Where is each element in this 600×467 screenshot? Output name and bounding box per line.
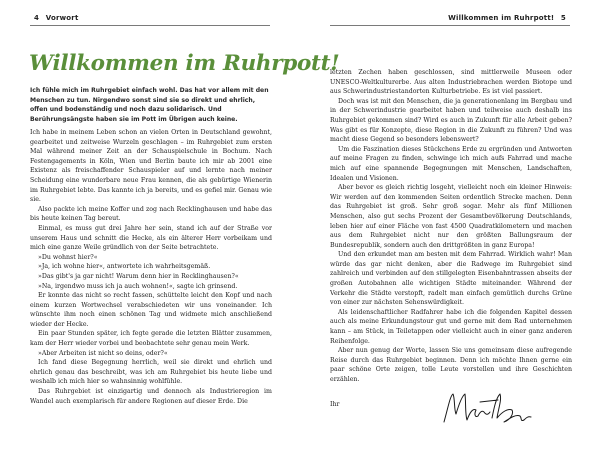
running-head-right	[448, 14, 570, 22]
signature-block	[330, 392, 570, 432]
chapter-title: Willkommen im Ruhrpott!	[29, 51, 340, 76]
page-number-left: 4	[34, 14, 40, 22]
paragraph: »Ja, ich wohne hier«, antwortete ich wahrheitsgemäß.	[38, 263, 211, 271]
paragraph: Als leidenschaftlicher Radfahrer habe ich die folgenden Kapitel dessen auch als meine Erkundungstour gut und gerne mit dem Rad unternehmen kann – am Stück, in Teiletappen oder vielleicht auch in einer ganz anderen Reihenfolge.	[330, 308, 572, 345]
paragraph: Er konnte das nicht so recht fassen, schüttelte leicht den Kopf und nach einem kurzen Wortwechsel verabschiedeten wir uns voneinander. Ich wünschte ihm noch einen schönen Tag und widmete mich anschließend wieder der Hecke.	[30, 292, 272, 328]
paragraph: Doch was ist mit den Menschen, die ja generationenlang im Bergbau und in der Schwerindustrie gearbeitet haben und teilweise auch deshalb ins Ruhrgebiet gekommen sind? Wird es auch in Zukunft für alle Arbeit geben? Was gibt es für Konzepte, diese Region in die Zukunft zu führen? Und was macht diese Gegend so besonders lebenswert?	[330, 97, 572, 144]
right-body-text	[330, 68, 572, 385]
paragraph: Um die Faszination dieses Stückchens Erde zu ergründen und Antworten auf meine Fragen zu finden, schwinge ich mich aufs Fahrrad und mache mich auf eine spannende Begegnungen mit Menschen, Landschaften, Idealen und Visionen.	[330, 145, 572, 182]
paragraph: Aber nun genug der Worte, lassen Sie uns gemeinsam diese aufregende Reise durch das Ruhrgebiet beginnen. Denn ich möchte Ihnen gerne ein paar schöne Orte zeigen, tolle Leute vorstellen und ihre Geschichten erzählen.	[330, 347, 572, 383]
paragraph: »Aber Arbeiten ist nicht so deins, oder?«	[38, 349, 168, 357]
paragraph: »Na, irgendwo muss ich ja auch wohnen!«, sagte ich grinsend.	[38, 282, 238, 290]
paragraph: »Das gibt's ja gar nicht! Warum denn hier in Recklinghausen?«	[38, 272, 239, 280]
running-head-right-text: Willkommen im Ruhrpott!	[448, 14, 555, 22]
right-page	[300, 0, 600, 467]
paragraph: Das Ruhrgebiet ist einzigartig und dennoch als Industrieregion im Wandel auch exemplarisch für andere Regionen auf dieser Erde. Die	[30, 388, 272, 405]
paragraph: Ich fand diese Begegnung herrlich, weil sie direkt und ehrlich und ehrlich genau das beschreibt, was ich am Ruhrgebiet bis heute liebe und weshalb ich mich hier so wahnsinnig wohlfühle.	[30, 359, 272, 386]
paragraph: Aber bevor es gleich richtig losgeht, vielleicht noch ein kleiner Hinweis: Wir werden auf den kommenden Seiten ordentlich Strecke machen. Denn das Ruhrgebiet ist groß. Sehr groß sogar. Mehr als fünf Millionen Menschen, also gut sechs Prozent der Gesamtbevölkerung Deutschlands, leben hier auf einer Fläche von fast 4500 Quadratkilometern und machen aus dem Ruhrgebiet nicht nur den größten Ballungsraum der Bundesrepublik, sondern auch den drittgrößten in ganz Europa!	[330, 184, 572, 249]
header-rule-left	[30, 25, 270, 26]
paragraph: letzten Zechen haben geschlossen, sind mittlerweile Museen oder UNESCO-Weltkulturerbe. Aus alten Industriebrachen werden Biotope und aus Schwerindustriestandorten Kulturbetriebe. Es ist viel passiert.	[330, 69, 572, 96]
paragraph: Ich habe in meinem Leben schon an vielen Orten in Deutschland gewohnt, gearbeitet und zeitweise Wurzeln geschlagen – im Ruhrgebiet zum ersten Mal während meiner Zeit an der Schauspielschule in Bochum. Nach Festengagements in Köln, Wien und Berlin baute ich mir ab 2001 eine Existenz als freischaffender Schauspieler auf und lernte nach meiner Scheidung eine wunderbare neue Frau kennen, die als gebürtige Wienerin im Ruhrgebiet lebte. Das kannte ich ja bereits, und es gefiel mir. Genau wie sie.	[30, 129, 272, 204]
running-head-left	[30, 14, 79, 22]
page-number-right: 5	[560, 14, 566, 22]
closing-word: Ihr	[330, 401, 340, 408]
paragraph: Also packte ich meine Koffer und zog nach Recklinghausen und habe das bis heute keinen Tag bereut.	[30, 205, 272, 223]
paragraph: »Du wohnst hier?«	[38, 253, 98, 261]
header-rule-right	[330, 25, 570, 26]
chapter-intro: Ich fühle mich im Ruhrgebiet einfach wohl. Das hat vor allem mit den Menschen zu tun. Nirgendwo sonst sind sie so direkt und ehrlich, offen und bodenständig und noch dazu solidarisch. Und Berührungsängste haben sie im Pott im Übrigen auch keine.	[30, 87, 269, 123]
running-head-left-text: Vorwort	[45, 14, 79, 22]
handwritten-signature	[440, 388, 535, 430]
paragraph: Einmal, es muss gut drei Jahre her sein, stand ich auf der Straße vor unserem Haus und schnitt die Hecke, als ein älterer Herr vorbeikam und mich eine ganze Weile gründlich von der Seite betrachtete.	[30, 224, 272, 252]
paragraph: Ein paar Stunden später, ich fegte gerade die letzten Blätter zusammen, kam der Herr wieder vorbei und beobachtete sehr genau mein Werk.	[30, 330, 272, 348]
left-body-text	[30, 128, 272, 406]
paragraph: Und den erkundet man am besten mit dem Fahrrad. Wirklich wahr! Man würde das gar nicht denken, aber die Radwege im Ruhrgebiet sind zahlreich und verbinden auf den stillgelegten Eisenbahntrassen abseits der großen Autobahnen alle wichtigen Städte miteinander. Während der Verkehr die Städte verstopft, radelt man einfach gemütlich durchs Grüne von einer zur nächsten Sehenswürdigkeit.	[330, 251, 572, 307]
